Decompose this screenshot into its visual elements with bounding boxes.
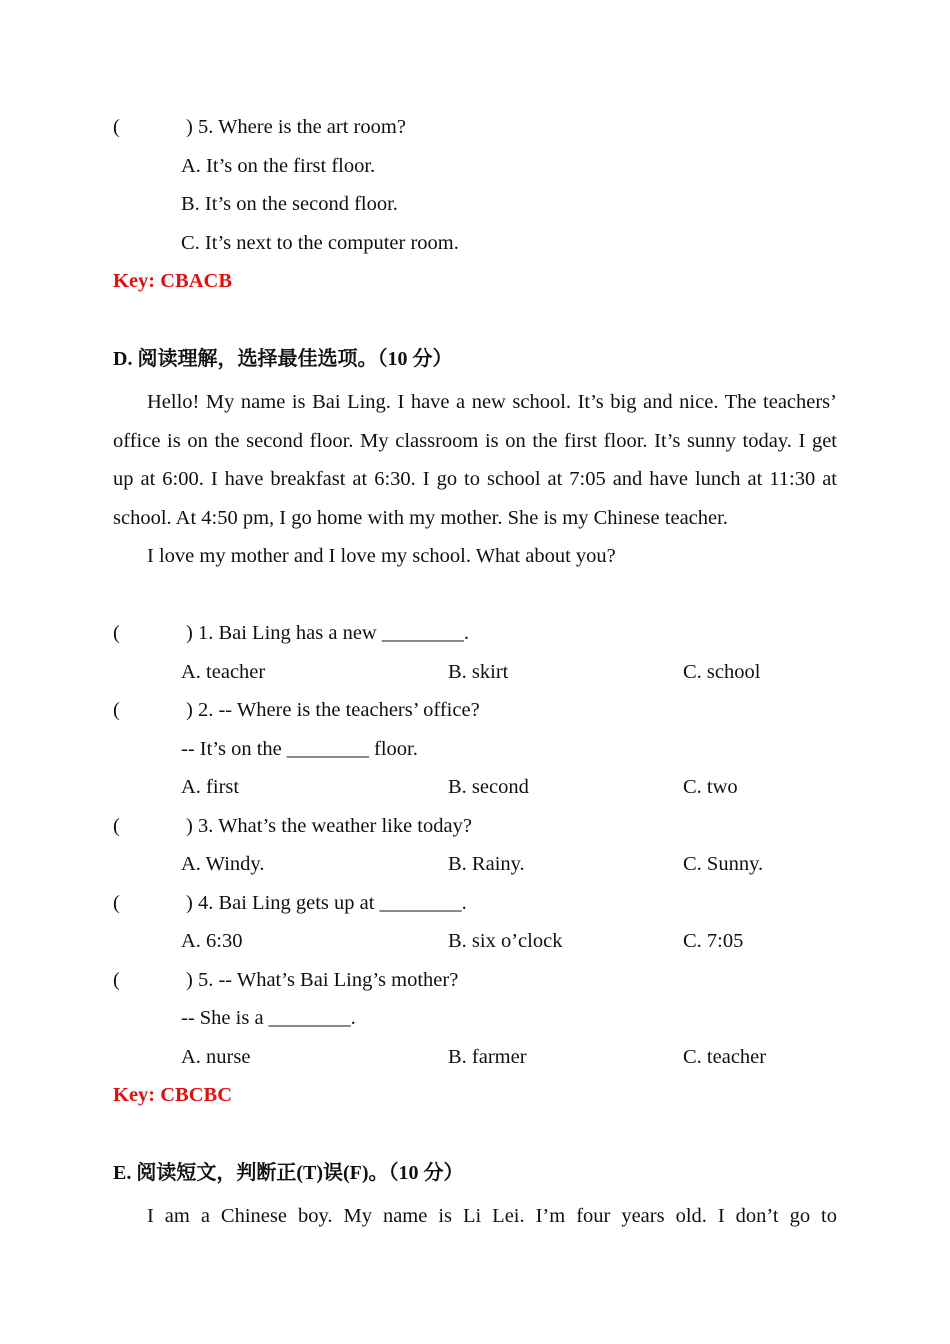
- answer-paren: (: [113, 815, 120, 837]
- option-a: A. nurse: [181, 1046, 251, 1068]
- section-e-heading: E. 阅读短文，判断正(T)误(F)。（10 分）: [113, 1162, 464, 1184]
- option-b: B. six o’clock: [448, 930, 563, 952]
- option-b: B. It’s on the second floor.: [181, 193, 398, 215]
- option-b: B. second: [448, 776, 529, 798]
- answer-key-d: Key: CBCBC: [113, 1084, 233, 1106]
- section-d-heading: D. 阅读理解，选择最佳选项。（10 分）: [113, 348, 453, 370]
- answer-paren: (: [113, 116, 120, 138]
- option-a: A. It’s on the first floor.: [181, 155, 376, 177]
- question-sub-line: -- She is a ________.: [181, 1007, 356, 1029]
- answer-paren: (: [113, 622, 120, 644]
- section-e-passage: [113, 1197, 837, 1236]
- option-a: A. Windy.: [181, 853, 265, 875]
- option-a: A. 6:30: [181, 930, 243, 952]
- option-a: A. teacher: [181, 661, 266, 683]
- answer-paren: (: [113, 892, 120, 914]
- question-text: ) 3. What’s the weather like today?: [186, 815, 472, 837]
- option-c: C. teacher: [683, 1046, 767, 1068]
- question-text: ) 1. Bai Ling has a new ________.: [186, 622, 469, 644]
- option-c: C. 7:05: [683, 930, 744, 952]
- question-text: ) 5. Where is the art room?: [186, 116, 406, 138]
- option-b: B. skirt: [448, 661, 509, 683]
- passage-paragraph-1: Hello! My name is Bai Ling. I have a new school. It’s big and nice. The teachers’ office is on the second floor. My classroom is on the first floor. It’s sunny today. I get up at 6:00. I have breakfast at 6:30. I go to school at 7:05 and have lunch at 11:30 at school. At 4:50 pm, I go home with my mother. She is my Chinese teacher.: [113, 391, 837, 529]
- question-text: ) 5. -- What’s Bai Ling’s mother?: [186, 969, 459, 991]
- section-d-passage: [113, 383, 837, 576]
- answer-paren: (: [113, 699, 120, 721]
- option-c: C. Sunny.: [683, 853, 764, 875]
- option-b: B. Rainy.: [448, 853, 525, 875]
- passage-paragraph-1: I am a Chinese boy. My name is Li Lei. I’m four years old. I don’t go to: [147, 1205, 837, 1227]
- option-c: C. school: [683, 661, 761, 683]
- answer-key-c: Key: CBACB: [113, 270, 233, 292]
- passage-paragraph-2: I love my mother and I love my school. What about you?: [147, 545, 616, 568]
- option-b: B. farmer: [448, 1046, 527, 1068]
- option-c: C. two: [683, 776, 738, 798]
- answer-paren: (: [113, 969, 120, 991]
- question-text: ) 2. -- Where is the teachers’ office?: [186, 699, 480, 721]
- question-text: ) 4. Bai Ling gets up at ________.: [186, 892, 467, 914]
- option-c: C. It’s next to the computer room.: [181, 232, 459, 254]
- option-a: A. first: [181, 776, 240, 798]
- question-sub-line: -- It’s on the ________ floor.: [181, 738, 418, 760]
